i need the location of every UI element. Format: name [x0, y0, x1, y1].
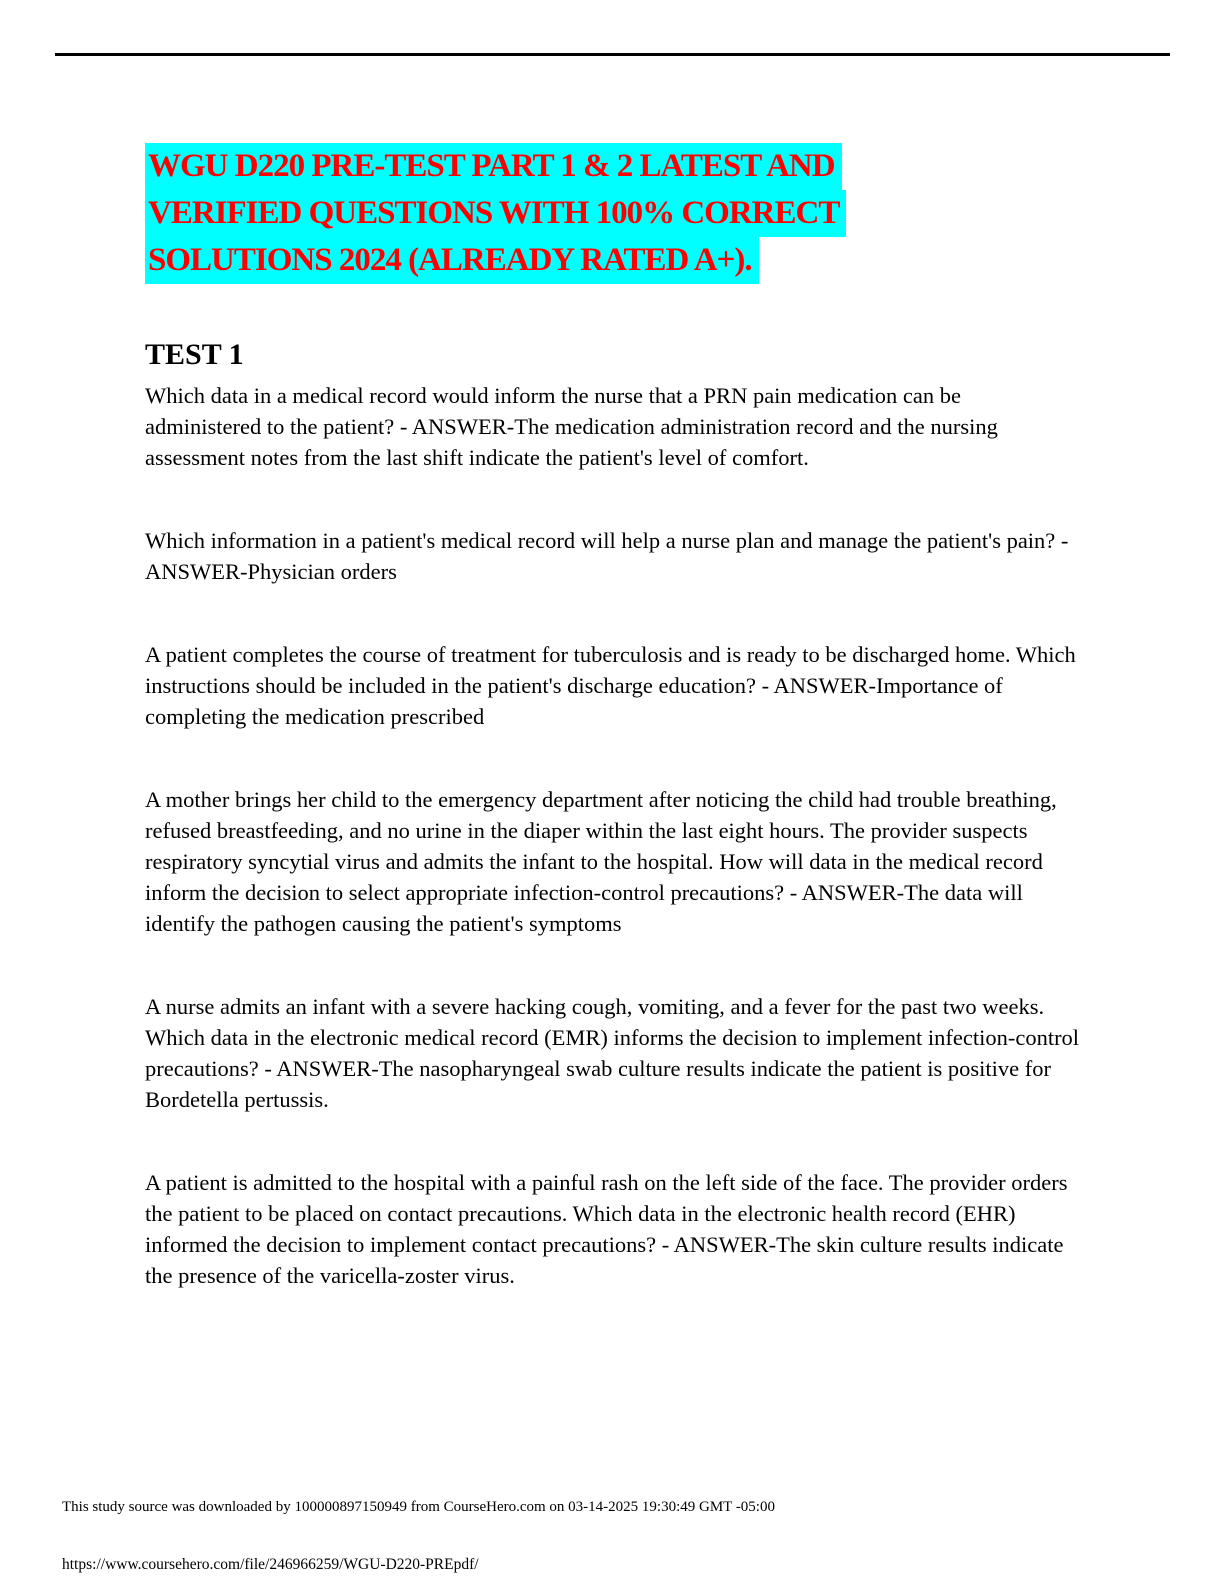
section-heading-test-1: TEST 1	[145, 338, 244, 371]
document-title	[145, 143, 1085, 284]
title-line-1: WGU D220 PRE-TEST PART 1 & 2 LATEST AND	[145, 143, 842, 190]
qa-paragraph-5: A nurse admits an infant with a severe hacking cough, vomiting, and a fever for the past two weeks. Which data in the electronic medical record (EMR) informs the decision to implement infection-control precautions? - ANSWER-The nasopharyngeal swab culture results indicate the patient is positive for Bordetella pertussis.	[145, 994, 1080, 1112]
download-attribution-note: This study source was downloaded by 100000897150949 from CourseHero.com on 03-14-2025 19:30:49 GMT -05:00	[62, 1499, 775, 1515]
qa-paragraph-3: A patient completes the course of treatment for tuberculosis and is ready to be discharged home. Which instructions should be included in the patient's discharge education? - ANSWER-Importance of completing the medication prescribed	[145, 642, 1076, 729]
header-rule	[55, 53, 1170, 56]
title-line-3: SOLUTIONS 2024 (ALREADY RATED A+).	[145, 237, 759, 284]
source-url-link[interactable]: https://www.coursehero.com/file/246966259/WGU-D220-PREpdf/	[62, 1556, 479, 1573]
title-line-2: VERIFIED QUESTIONS WITH 100% CORRECT	[145, 190, 846, 237]
qa-paragraph-2: Which information in a patient's medical record will help a nurse plan and manage the patient's pain? - ANSWER-Physician orders	[145, 528, 1069, 584]
qa-paragraph-1: Which data in a medical record would inform the nurse that a PRN pain medication can be administered to the patient? - ANSWER-The medication administration record and the nursing assessment notes from the last shift indicate the patient's level of comfort.	[145, 383, 998, 470]
qa-paragraph-4: A mother brings her child to the emergency department after noticing the child had trouble breathing, refused breastfeeding, and no urine in the diaper within the last eight hours. The provider suspects respiratory syncytial virus and admits the infant to the hospital. How will data in the medical record inform the decision to select appropriate infection-control precautions? - ANSWER-The data will identify the pathogen causing the patient's symptoms	[145, 787, 1057, 936]
qa-paragraph-6: A patient is admitted to the hospital with a painful rash on the left side of the face. The provider orders the patient to be placed on contact precautions. Which data in the electronic health record (EHR) informed the decision to implement contact precautions? - ANSWER-The skin culture results indicate the presence of the varicella-zoster virus.	[145, 1170, 1068, 1288]
document-body	[145, 143, 1085, 1343]
